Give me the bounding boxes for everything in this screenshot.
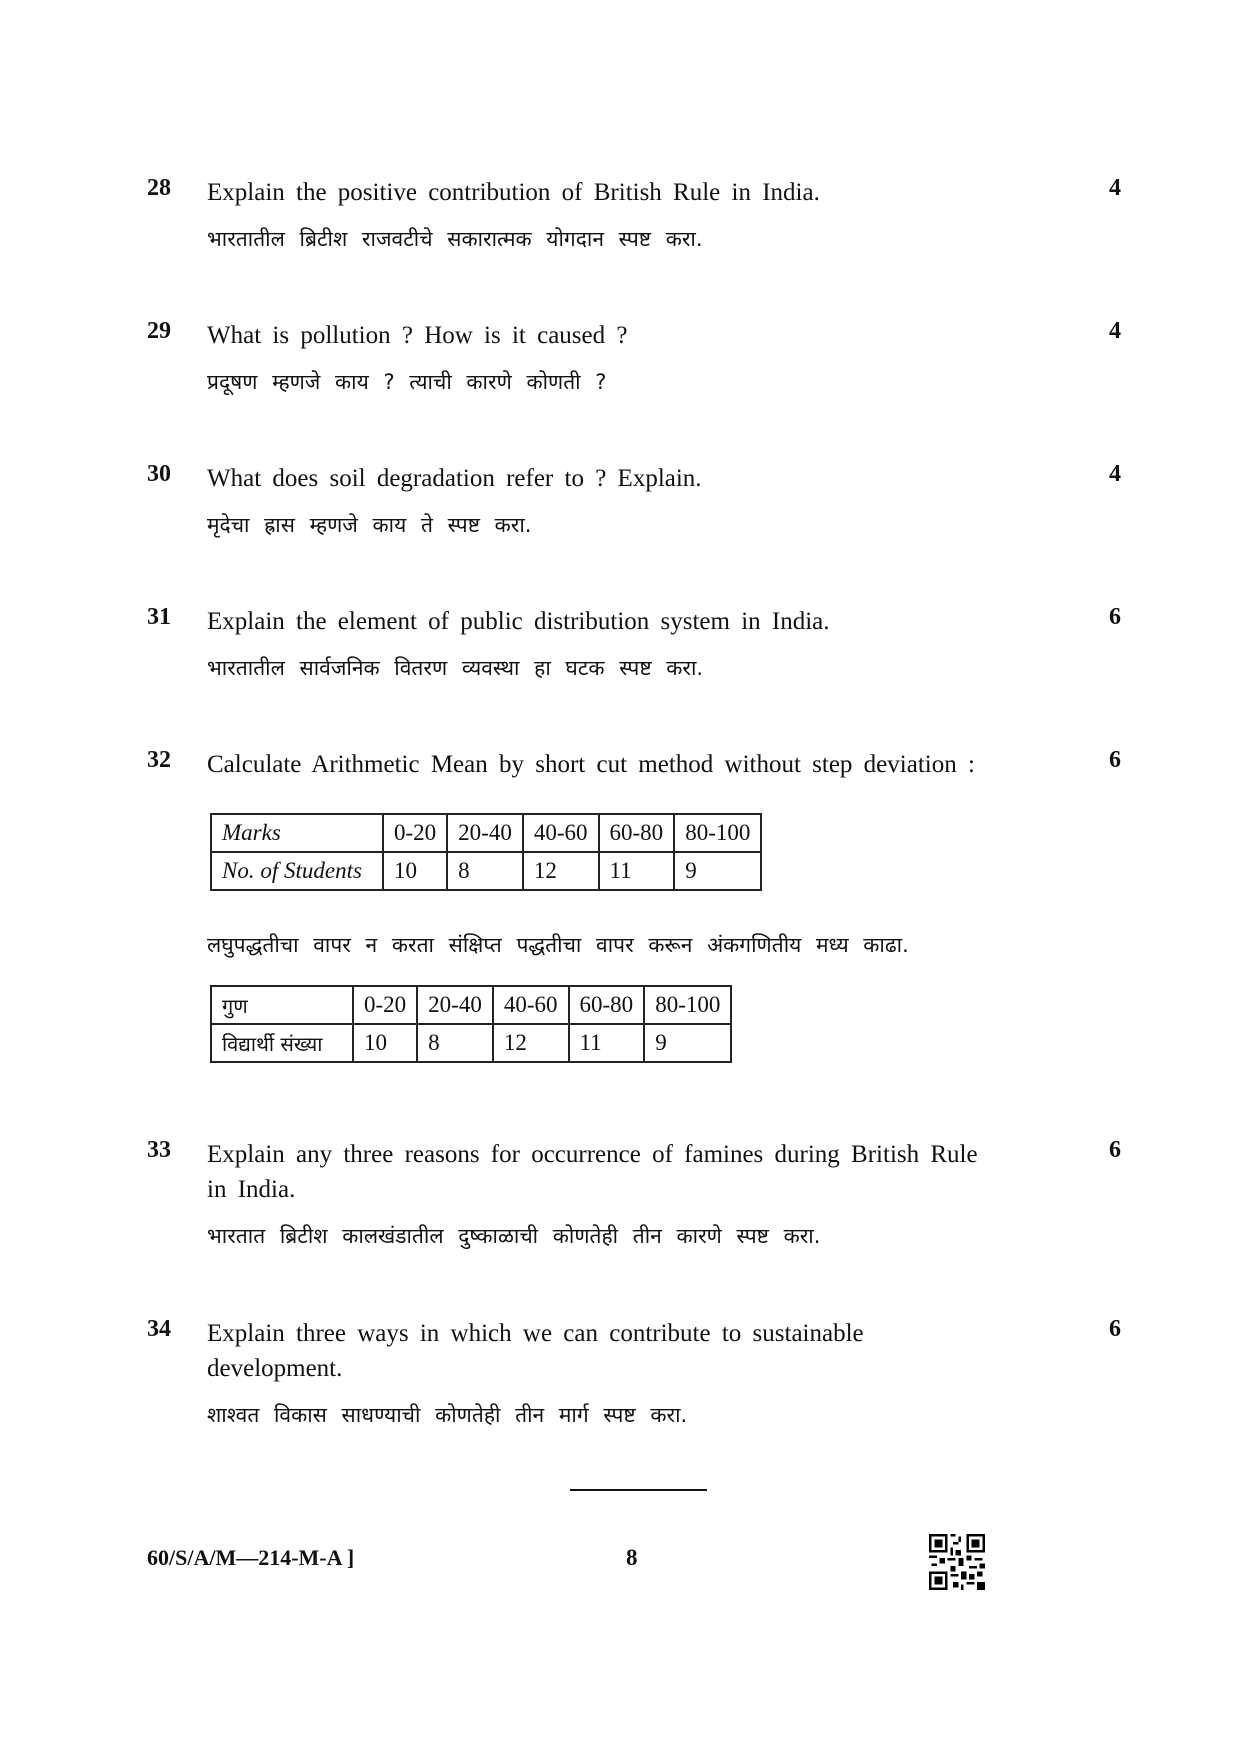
table-cell: 60-80 — [569, 986, 645, 1024]
question-marks: 4 — [1109, 318, 1121, 344]
table-cell: 0-20 — [353, 986, 417, 1024]
table-row — [211, 986, 731, 1024]
page-number: 8 — [626, 1545, 638, 1570]
table-cell: 11 — [599, 852, 675, 890]
table-cell: 80-100 — [674, 814, 761, 852]
question-number: 33 — [147, 1137, 171, 1163]
table-row — [211, 1024, 731, 1062]
table-cell: 11 — [569, 1024, 645, 1062]
question-number: 28 — [147, 175, 171, 201]
question-number: 34 — [147, 1316, 171, 1342]
question-marks: 4 — [1109, 175, 1121, 201]
table-cell: 10 — [353, 1024, 417, 1062]
table-cell: 8 — [447, 852, 523, 890]
table-cell: विद्यार्थी संख्या — [211, 1024, 353, 1062]
table-cell: 40-60 — [493, 986, 569, 1024]
question-text: What is pollution ? How is it caused ? — [207, 322, 628, 349]
question-text: Calculate Arithmetic Mean by short cut method without step deviation : — [207, 751, 975, 778]
table-cell: 20-40 — [417, 986, 493, 1024]
question-marks: 4 — [1109, 461, 1121, 487]
question-text: What does soil degradation refer to ? Explain. — [207, 465, 702, 492]
table-cell: 12 — [523, 852, 599, 890]
question-text-marathi: भारतात ब्रिटीश कालखंडातील दुष्काळाची कोणतेही तीन कारणे स्पष्ट करा. — [207, 1224, 821, 1248]
table-cell: 8 — [417, 1024, 493, 1062]
question-text-marathi: मृदेचा ह्रास म्हणजे काय ते स्पष्ट करा. — [207, 513, 532, 537]
paper-code: 60/S/A/M—214-M-A ] — [147, 1545, 355, 1570]
question-marks: 6 — [1109, 1137, 1121, 1163]
table-cell: 40-60 — [523, 814, 599, 852]
qr-code-icon — [929, 1534, 985, 1590]
table-row — [211, 814, 761, 852]
table-cell: गुण — [211, 986, 353, 1024]
question-text-marathi: लघुपद्धतीचा वापर न करता संक्षिप्त पद्धतीचा वापर करून अंकगणितीय मध्य काढा. — [207, 933, 909, 957]
question-text-marathi: शाश्वत विकास साधण्याची कोणतेही तीन मार्ग स्पष्ट करा. — [207, 1403, 688, 1427]
table-cell: 0-20 — [383, 814, 447, 852]
question-marks: 6 — [1109, 1316, 1121, 1342]
question-text: Explain any three reasons for occurrence of famines during British Rule in India. — [207, 1141, 978, 1203]
question-text: Explain three ways in which we can contribute to sustainable development. — [207, 1320, 864, 1382]
question-number: 32 — [147, 747, 171, 773]
table-cell: No. of Students — [211, 852, 383, 890]
question-number: 30 — [147, 461, 171, 487]
question-text: Explain the positive contribution of British Rule in India. — [207, 179, 820, 206]
question-marks: 6 — [1109, 604, 1121, 630]
question-marks: 6 — [1109, 747, 1121, 773]
table-cell: 80-100 — [644, 986, 731, 1024]
question-text: Explain the element of public distribution system in India. — [207, 608, 830, 635]
table-cell: 60-80 — [599, 814, 675, 852]
end-rule — [570, 1489, 707, 1491]
table-cell: 20-40 — [447, 814, 523, 852]
table-cell: Marks — [211, 814, 383, 852]
question-number: 29 — [147, 318, 171, 344]
question-text-marathi: भारतातील सार्वजनिक वितरण व्यवस्था हा घटक स्पष्ट करा. — [207, 656, 704, 680]
table-cell: 12 — [493, 1024, 569, 1062]
table-cell: 9 — [674, 852, 761, 890]
table-cell: 9 — [644, 1024, 731, 1062]
marks-table-english — [210, 813, 762, 891]
table-cell: 10 — [383, 852, 447, 890]
table-row — [211, 852, 761, 890]
question-text-marathi: प्रदूषण म्हणजे काय ? त्याची कारणे कोणती ? — [207, 370, 607, 394]
marks-table-marathi — [210, 985, 732, 1063]
question-number: 31 — [147, 604, 171, 630]
question-text-marathi: भारतातील ब्रिटीश राजवटीचे सकारात्मक योगदान स्पष्ट करा. — [207, 227, 703, 251]
